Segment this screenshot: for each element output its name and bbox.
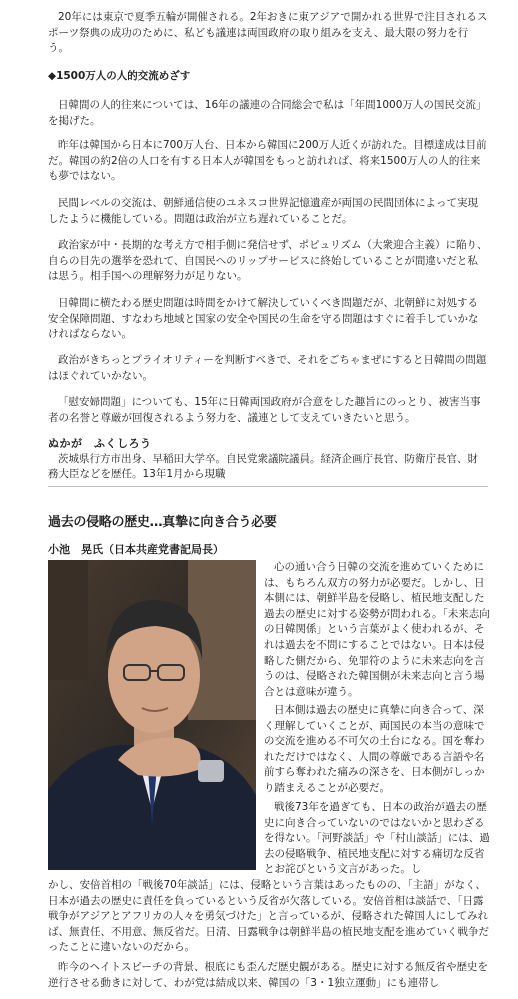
section-subheading: ◆1500万人の人的交流めざす bbox=[48, 70, 191, 82]
paragraph-block bbox=[48, 98, 488, 129]
paragraph: かし、安倍首相の「戦後70年談話」には、侵略という言葉はあったものの、「主語」がなく、日本が過去の歴史に責任を負っているという反省が欠落している。安倍首相は談話で、「日露戦争がアジアとアフリカの人々を勇気づけた」と言っているが、侵略された韓国人にしてみれば、無責任、不用意、無反省だ。日清、日露戦争は朝鮮半島の植民地支配を進めていく戦争だったことに違いないのだから。 bbox=[48, 879, 489, 954]
interview-text-full bbox=[48, 878, 490, 956]
paragraph: 20年には東京で夏季五輪が開催される。2年おきに東アジアで開かれる世界で注目されるスポーツ祭典の成功のために、私ども議連は両国政府の取り組みを支え、最大限の努力を行う。 bbox=[48, 11, 488, 54]
interview-text-right bbox=[264, 800, 490, 878]
author-block bbox=[48, 436, 488, 483]
interview-text-right bbox=[264, 703, 490, 797]
author-bio: 茨城県行方市出身、早稲田大学卒。自民党衆議院議員。経済企画庁長官、防衛庁長官、財務大臣などを歴任。13年1月から現職 bbox=[48, 452, 478, 480]
subheading-block bbox=[48, 69, 488, 85]
paragraph-block bbox=[48, 196, 488, 227]
paragraph-block bbox=[48, 138, 488, 185]
interviewee-name: 小池 晃氏（日本共産党書記局長） bbox=[48, 543, 224, 556]
paragraph: 「慰安婦問題」についても、15年に日韓両国政府が合意をした趣旨にのっとり、被害当事者の名誉と尊厳が回復されるよう努力を、議連として支えていきたいと思う。 bbox=[48, 396, 481, 424]
paragraph: 日本側は過去の歴史に真摯に向き合って、深く理解していくことが、両国民の本当の意味での交流を進める不可欠の土台になる。国を奪われただけではなく、人間の尊厳である言語や名前すら奪われた痛みの深さを、日本側がしっかり踏まえることが必要だ。 bbox=[264, 704, 485, 794]
paragraph-block bbox=[48, 395, 488, 426]
paragraph: 日韓間の人的往来については、16年の議連の合同総会で私は「年間1000万人の国民交流」を掲げた。 bbox=[48, 99, 487, 127]
section-divider bbox=[48, 486, 488, 487]
interview-text-right bbox=[264, 560, 490, 700]
intro-paragraph-block bbox=[48, 10, 488, 57]
paragraph-block bbox=[48, 353, 488, 384]
paragraph-block bbox=[48, 238, 488, 285]
paragraph-block bbox=[48, 296, 488, 343]
paragraph: 昨今のヘイトスピーチの背景、根底にも歪んだ歴史観がある。歴史に対する無反省や歴史を逆行させる動きに対して、わが党は結成以来、韓国の「3・1独立運動」にも連帯し bbox=[48, 961, 488, 989]
portrait-photo bbox=[48, 560, 256, 870]
paragraph: 政治がきちっとプライオリティーを判断すべきで、それをごちゃまぜにすると日韓間の問題はほぐれていかない。 bbox=[48, 354, 487, 382]
paragraph: 政治家が中・長期的な考え方で相手側に発信せず、ポピュリズム（大衆迎合主義）に陥り、自らの目先の選挙を恐れて、自国民へのリップサービスに終始していることが間違いだと私は思う。相手国への理解努力が足りない。 bbox=[48, 239, 488, 282]
paragraph: 心の通い合う日韓の交流を進めていくためには、もちろん双方の努力が必要だ。しかし、日本側には、朝鮮半島を侵略し、植民地支配した過去の歴史に対する姿勢が問われる。「未来志向の日韓関係」という言葉がよく使われるが、それは過去を不問にすることではない。日本は侵略した側だから、免罪符のように未来志向を言うのは、侵略された韓国側が未来志向と言う場合とは意味が違う。 bbox=[264, 561, 490, 698]
paragraph: 昨年は韓国から日本に700万人台、日本から韓国に200万人近くが訪れた。目標達成は目前だ。韓国の約2倍の人口を有する日本人が韓国をもっと訪れれば、将来1500万人の人的往来も夢ではない。 bbox=[48, 139, 487, 182]
paragraph: 民間レベルの交流は、朝鮮通信使のユネスコ世界記憶遺産が両国の民間団体によって実現したように機能している。問題は政治が立ち遅れていることだ。 bbox=[48, 197, 478, 225]
author-name: ぬかが ふくしろう bbox=[48, 437, 152, 450]
paragraph: 日韓間に横たわる歴史問題は時間をかけて解決していくべき問題だが、北朝鮮に対処する安全保障問題、すなわち地域と国家の安全や国民の生命を守る問題はすぐに着手していかなければならない。 bbox=[48, 297, 479, 340]
interview-text-full bbox=[48, 960, 490, 991]
paragraph: 戦後73年を過ぎても、日本の政治が過去の歴史に向き合っていないのではないかと思わざるを得ない。「河野談話」や「村山談話」には、過去の侵略戦争、植民地支配に対する痛切な反省とお詫びという文言があった。し bbox=[264, 801, 490, 876]
section-title: 過去の侵略の歴史…真摯に向き合う必要 bbox=[48, 515, 277, 530]
